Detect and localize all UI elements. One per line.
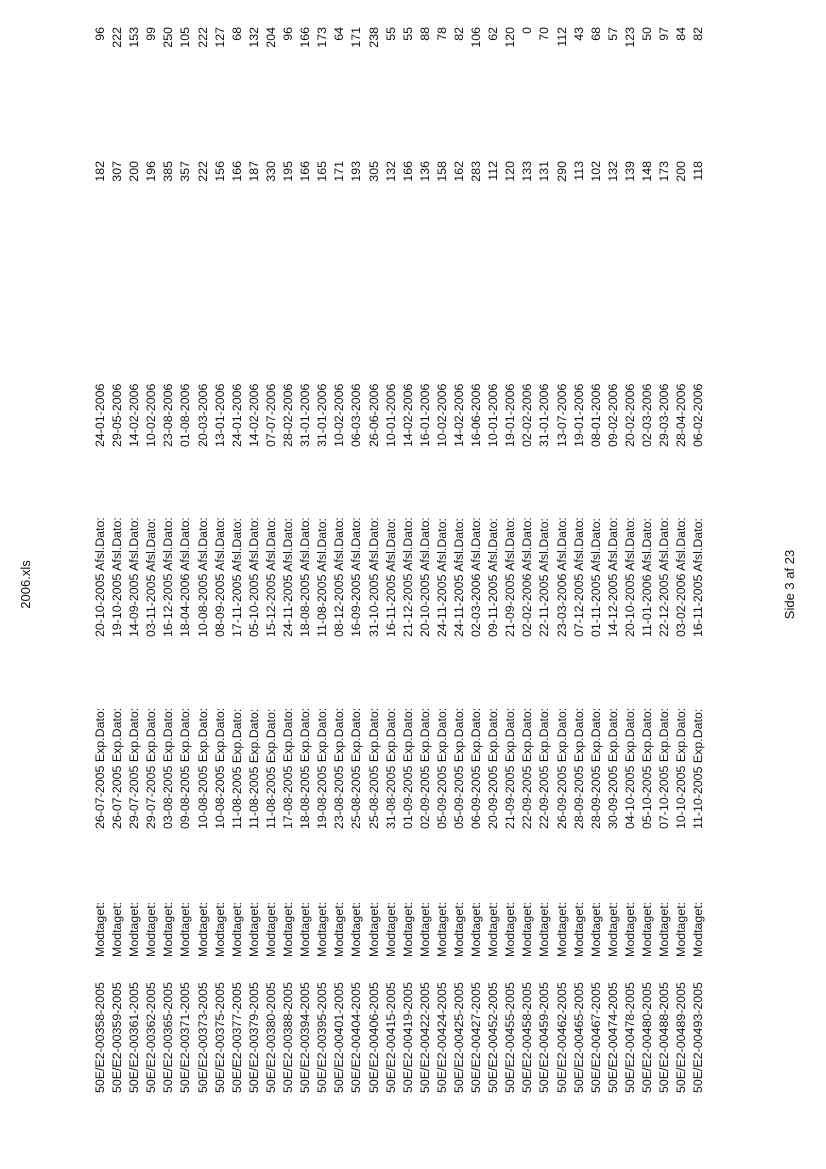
table-row (246, 0, 263, 1169)
record-id: 50E/E2-00458-2005 (520, 982, 535, 1093)
received-label: Modtaget: (622, 901, 637, 957)
closed-date-cell: 09-02-2006 (605, 383, 620, 447)
table-row (434, 0, 451, 1169)
days-total-cell: 165 (315, 161, 330, 182)
days-total-cell: 385 (161, 161, 176, 182)
exp-date-cell: 25-08-2005 Exp.Dato: (349, 707, 364, 829)
record-id: 50E/E2-00379-2005 (246, 982, 261, 1093)
closed-date-cell: 14-02-2006 (127, 383, 142, 447)
received-label: Modtaget: (657, 901, 672, 957)
afsl-date-cell: 24-11-2005 Afsl.Dato: (434, 518, 449, 637)
table-row (92, 0, 109, 1169)
exp-date-cell: 23-08-2005 Exp.Dato: (332, 707, 347, 829)
table-row (366, 0, 383, 1169)
record-id: 50E/E2-00406-2005 (366, 982, 381, 1093)
exp-date-cell: 09-08-2005 Exp.Dato: (178, 707, 193, 829)
afsl-date-cell: 21-12-2005 Afsl.Dato: (400, 517, 415, 637)
closed-date-cell: 29-03-2006 (657, 383, 672, 447)
record-id: 50E/E2-00362-2005 (144, 982, 159, 1093)
received-label: Modtaget: (349, 901, 364, 957)
table-row (519, 0, 536, 1169)
closed-date-cell: 10-02-2006 (434, 383, 449, 447)
table-row (314, 0, 331, 1169)
closed-date-cell: 08-01-2006 (588, 383, 603, 447)
received-label: Modtaget: (674, 901, 689, 957)
afsl-date-cell: 03-11-2005 Afsl.Dato: (144, 518, 159, 637)
days-remaining-cell: 62 (486, 27, 501, 41)
record-id: 50E/E2-00419-2005 (400, 982, 415, 1093)
days-total-cell: 193 (349, 161, 364, 182)
afsl-date-cell: 17-11-2005 Afsl.Dato: (229, 518, 244, 637)
record-id: 50E/E2-00377-2005 (229, 982, 244, 1093)
received-label: Modtaget: (212, 901, 227, 957)
table-row (331, 0, 348, 1169)
days-total-cell: 166 (400, 161, 415, 182)
closed-date-cell: 20-03-2006 (195, 383, 210, 447)
exp-date-cell: 10-08-2005 Exp.Dato: (212, 707, 227, 829)
table-row (468, 0, 485, 1169)
closed-date-cell: 29-05-2006 (110, 383, 125, 447)
exp-date-cell: 22-09-2005 Exp.Dato: (520, 707, 535, 829)
closed-date-cell: 01-08-2006 (178, 383, 193, 447)
page-header: 2006.xls (18, 560, 33, 609)
days-remaining-cell: 88 (417, 27, 432, 41)
days-remaining-cell: 78 (434, 27, 449, 41)
afsl-date-cell: 16-11-2005 Afsl.Dato: (691, 518, 706, 637)
closed-date-cell: 10-01-2006 (383, 383, 398, 447)
days-remaining-cell: 50 (640, 27, 654, 41)
table-row (229, 0, 246, 1169)
record-id: 50E/E2-00415-2005 (383, 982, 398, 1093)
days-total-cell: 148 (640, 161, 654, 182)
exp-date-cell: 10-08-2005 Exp.Dato: (195, 707, 210, 829)
table-row (536, 0, 553, 1169)
closed-date-cell: 19-01-2006 (503, 383, 518, 447)
table-row (554, 0, 571, 1169)
page-footer: Side 3 af 23 (782, 549, 797, 620)
table-row (502, 0, 519, 1169)
record-id: 50E/E2-00452-2005 (486, 982, 501, 1093)
exp-date-cell: 04-10-2005 Exp.Dato: (622, 707, 637, 829)
record-id: 50E/E2-00394-2005 (298, 982, 313, 1093)
table-row (690, 0, 707, 1169)
table-row (417, 0, 434, 1169)
table-row (400, 0, 417, 1169)
afsl-date-cell: 22-12-2005 Afsl.Dato: (657, 517, 672, 637)
table-row (177, 0, 194, 1169)
table-row (622, 0, 639, 1169)
days-total-cell: 290 (554, 161, 569, 182)
afsl-date-cell: 20-10-2005 Afsl.Dato: (417, 517, 432, 637)
days-total-cell: 112 (486, 161, 501, 181)
closed-date-cell: 24-01-2006 (229, 383, 244, 447)
afsl-date-cell: 08-09-2005 Afsl.Dato: (212, 517, 227, 637)
closed-date-cell: 13-01-2006 (212, 383, 227, 447)
received-label: Modtaget: (298, 901, 313, 957)
exp-date-cell: 20-09-2005 Exp.Dato: (486, 707, 501, 829)
afsl-date-cell: 20-10-2005 Afsl.Dato: (622, 517, 637, 637)
received-label: Modtaget: (571, 901, 586, 957)
table-row (160, 0, 177, 1169)
received-label: Modtaget: (161, 901, 176, 957)
table-row (673, 0, 690, 1169)
days-total-cell: 118 (691, 161, 706, 181)
table-row (263, 0, 280, 1169)
afsl-date-cell: 18-08-2005 Afsl.Dato: (298, 517, 313, 637)
days-remaining-cell: 127 (212, 27, 227, 48)
received-label: Modtaget: (486, 901, 501, 957)
days-remaining-cell: 84 (674, 27, 689, 41)
exp-date-cell: 11-08-2005 Exp.Dato: (229, 708, 244, 829)
days-remaining-cell: 153 (127, 27, 142, 48)
days-total-cell: 158 (434, 161, 449, 182)
days-total-cell: 131 (537, 161, 552, 182)
received-label: Modtaget: (281, 901, 296, 957)
exp-date-cell: 22-09-2005 Exp.Dato: (537, 707, 552, 829)
table-row (485, 0, 502, 1169)
days-remaining-cell: 70 (537, 27, 552, 41)
days-total-cell: 200 (674, 161, 689, 182)
record-id: 50E/E2-00361-2005 (127, 982, 142, 1093)
afsl-date-cell: 14-09-2005 Afsl.Dato: (127, 517, 142, 637)
days-total-cell: 139 (622, 161, 637, 182)
days-remaining-cell: 238 (366, 27, 381, 48)
exp-date-cell: 18-08-2005 Exp.Dato: (298, 707, 313, 829)
table-row (195, 0, 212, 1169)
days-total-cell: 133 (520, 161, 535, 182)
afsl-date-cell: 11-01-2006 Afsl.Dato: (640, 518, 654, 637)
closed-date-cell: 14-02-2006 (451, 383, 466, 447)
table-row (126, 0, 143, 1169)
days-remaining-cell: 68 (588, 27, 603, 41)
days-remaining-cell: 0 (520, 27, 535, 34)
afsl-date-cell: 16-12-2005 Afsl.Dato: (161, 517, 176, 637)
record-id: 50E/E2-00401-2005 (332, 982, 347, 1093)
days-remaining-cell: 64 (332, 27, 347, 41)
table-row (109, 0, 126, 1169)
afsl-date-cell: 31-10-2005 Afsl.Dato: (366, 517, 381, 637)
received-label: Modtaget: (366, 901, 381, 957)
record-id: 50E/E2-00404-2005 (349, 982, 364, 1093)
exp-date-cell: 29-07-2005 Exp.Dato: (127, 707, 142, 829)
days-total-cell: 222 (195, 161, 210, 182)
received-label: Modtaget: (263, 901, 278, 957)
exp-date-cell: 03-08-2005 Exp.Dato: (161, 707, 176, 829)
received-label: Modtaget: (383, 901, 398, 957)
days-remaining-cell: 106 (469, 27, 484, 48)
afsl-date-cell: 18-04-2006 Afsl.Dato: (178, 517, 193, 637)
afsl-date-cell: 19-10-2005 Afsl.Dato: (110, 517, 125, 637)
days-total-cell: 182 (93, 161, 107, 182)
record-id: 50E/E2-00474-2005 (605, 982, 620, 1093)
days-remaining-cell: 123 (622, 27, 637, 48)
received-label: Modtaget: (400, 901, 415, 957)
record-id: 50E/E2-00455-2005 (503, 982, 518, 1093)
afsl-date-cell: 15-12-2005 Afsl.Dato: (263, 517, 278, 637)
record-id: 50E/E2-00467-2005 (588, 982, 603, 1093)
days-remaining-cell: 57 (605, 27, 620, 41)
records-table (92, 0, 707, 1169)
exp-date-cell: 21-09-2005 Exp.Dato: (503, 707, 518, 829)
received-label: Modtaget: (691, 901, 706, 957)
record-id: 50E/E2-00459-2005 (537, 982, 552, 1093)
record-id: 50E/E2-00422-2005 (417, 982, 432, 1093)
exp-date-cell: 05-09-2005 Exp.Dato: (434, 707, 449, 829)
afsl-date-cell: 07-12-2005 Afsl.Dato: (571, 517, 586, 637)
exp-date-cell: 11-08-2005 Exp.Dato: (263, 708, 278, 829)
table-row (348, 0, 365, 1169)
days-total-cell: 200 (127, 161, 142, 182)
received-label: Modtaget: (332, 901, 347, 957)
table-row (605, 0, 622, 1169)
received-label: Modtaget: (640, 901, 654, 957)
exp-date-cell: 31-08-2005 Exp.Dato: (383, 707, 398, 829)
days-total-cell: 357 (178, 161, 193, 182)
days-remaining-cell: 105 (178, 27, 193, 48)
received-label: Modtaget: (315, 901, 330, 957)
days-total-cell: 102 (588, 161, 603, 182)
exp-date-cell: 28-09-2005 Exp.Dato: (588, 707, 603, 829)
closed-date-cell: 14-02-2006 (400, 383, 415, 447)
table-row (383, 0, 400, 1169)
days-remaining-cell: 132 (246, 27, 261, 48)
days-remaining-cell: 55 (400, 27, 415, 41)
days-total-cell: 307 (110, 161, 125, 182)
received-label: Modtaget: (554, 901, 569, 957)
table-row (143, 0, 160, 1169)
afsl-date-cell: 03-02-2006 Afsl.Dato: (674, 517, 689, 637)
closed-date-cell: 13-07-2006 (554, 383, 569, 447)
days-total-cell: 113 (571, 161, 586, 181)
afsl-date-cell: 08-12-2005 Afsl.Dato: (332, 517, 347, 637)
days-total-cell: 166 (298, 161, 313, 182)
closed-date-cell: 31-01-2006 (315, 383, 330, 447)
exp-date-cell: 19-08-2005 Exp.Dato: (315, 707, 330, 829)
received-label: Modtaget: (451, 901, 466, 957)
closed-date-cell: 24-01-2006 (93, 383, 107, 447)
received-label: Modtaget: (469, 901, 484, 957)
record-id: 50E/E2-00395-2005 (315, 982, 330, 1093)
exp-date-cell: 26-07-2005 Exp.Dato: (93, 707, 107, 829)
days-total-cell: 196 (144, 161, 159, 182)
closed-date-cell: 10-01-2006 (486, 383, 501, 447)
received-label: Modtaget: (605, 901, 620, 957)
received-label: Modtaget: (417, 901, 432, 957)
received-label: Modtaget: (246, 901, 261, 957)
days-remaining-cell: 171 (349, 27, 364, 48)
closed-date-cell: 28-02-2006 (281, 383, 296, 447)
closed-date-cell: 02-03-2006 (640, 383, 654, 447)
table-row (571, 0, 588, 1169)
exp-date-cell: 26-07-2005 Exp.Dato: (110, 707, 125, 829)
afsl-date-cell: 24-11-2005 Afsl.Dato: (281, 518, 296, 637)
days-total-cell: 305 (366, 161, 381, 182)
record-id: 50E/E2-00462-2005 (554, 982, 569, 1093)
days-remaining-cell: 120 (503, 27, 518, 48)
days-remaining-cell: 96 (281, 27, 296, 41)
received-label: Modtaget: (195, 901, 210, 957)
closed-date-cell: 07-07-2006 (263, 383, 278, 447)
record-id: 50E/E2-00424-2005 (434, 982, 449, 1093)
afsl-date-cell: 23-03-2006 Afsl.Dato: (554, 517, 569, 637)
exp-date-cell: 11-08-2005 Exp.Dato: (246, 708, 261, 829)
days-total-cell: 173 (657, 161, 672, 182)
table-row (212, 0, 229, 1169)
days-remaining-cell: 222 (110, 27, 125, 48)
exp-date-cell: 26-09-2005 Exp.Dato: (554, 707, 569, 829)
closed-date-cell: 06-03-2006 (349, 383, 364, 447)
record-id: 50E/E2-00465-2005 (571, 982, 586, 1093)
afsl-date-cell: 02-02-2006 Afsl.Dato: (520, 517, 535, 637)
record-id: 50E/E2-00489-2005 (674, 982, 689, 1093)
closed-date-cell: 14-02-2006 (246, 383, 261, 447)
days-remaining-cell: 112 (554, 27, 569, 47)
received-label: Modtaget: (144, 901, 159, 957)
afsl-date-cell: 09-11-2005 Afsl.Dato: (486, 518, 501, 637)
afsl-date-cell: 05-10-2005 Afsl.Dato: (246, 517, 261, 637)
exp-date-cell: 30-09-2005 Exp.Dato: (605, 707, 620, 829)
record-id: 50E/E2-00488-2005 (657, 982, 672, 1093)
received-label: Modtaget: (537, 901, 552, 957)
days-remaining-cell: 82 (691, 27, 706, 41)
table-row (297, 0, 314, 1169)
exp-date-cell: 07-10-2005 Exp.Dato: (657, 707, 672, 829)
days-remaining-cell: 166 (298, 27, 313, 48)
days-remaining-cell: 173 (315, 27, 330, 48)
exp-date-cell: 05-10-2005 Exp.Dato: (640, 707, 654, 829)
exp-date-cell: 29-07-2005 Exp.Dato: (144, 707, 159, 829)
table-row (451, 0, 468, 1169)
afsl-date-cell: 16-09-2005 Afsl.Dato: (349, 517, 364, 637)
days-total-cell: 136 (417, 161, 432, 182)
exp-date-cell: 25-08-2005 Exp.Dato: (366, 707, 381, 829)
days-total-cell: 195 (281, 161, 296, 182)
record-id: 50E/E2-00358-2005 (93, 982, 107, 1093)
days-remaining-cell: 68 (229, 27, 244, 41)
closed-date-cell: 16-06-2006 (469, 383, 484, 447)
days-total-cell: 283 (469, 161, 484, 182)
days-remaining-cell: 222 (195, 27, 210, 48)
exp-date-cell: 10-10-2005 Exp.Dato: (674, 707, 689, 829)
exp-date-cell: 02-09-2005 Exp.Dato: (417, 707, 432, 829)
days-total-cell: 171 (332, 161, 347, 182)
afsl-date-cell: 20-10-2005 Afsl.Dato: (93, 517, 107, 637)
exp-date-cell: 05-09-2005 Exp.Dato: (451, 707, 466, 829)
record-id: 50E/E2-00480-2005 (640, 982, 654, 1093)
days-total-cell: 132 (383, 161, 398, 182)
record-id: 50E/E2-00425-2005 (451, 982, 466, 1093)
days-total-cell: 162 (451, 161, 466, 182)
days-remaining-cell: 204 (263, 27, 278, 48)
received-label: Modtaget: (110, 901, 125, 957)
record-id: 50E/E2-00371-2005 (178, 982, 193, 1093)
table-row (280, 0, 297, 1169)
closed-date-cell: 20-02-2006 (622, 383, 637, 447)
days-total-cell: 156 (212, 161, 227, 182)
record-id: 50E/E2-00365-2005 (161, 982, 176, 1093)
days-total-cell: 132 (605, 161, 620, 182)
exp-date-cell: 01-09-2005 Exp.Dato: (400, 707, 415, 829)
record-id: 50E/E2-00380-2005 (263, 982, 278, 1093)
afsl-date-cell: 01-11-2005 Afsl.Dato: (588, 518, 603, 637)
afsl-date-cell: 10-08-2005 Afsl.Dato: (195, 517, 210, 637)
closed-date-cell: 10-02-2006 (332, 383, 347, 447)
afsl-date-cell: 22-11-2005 Afsl.Dato: (537, 518, 552, 637)
days-remaining-cell: 82 (451, 27, 466, 41)
closed-date-cell: 02-02-2006 (520, 383, 535, 447)
received-label: Modtaget: (588, 901, 603, 957)
record-id: 50E/E2-00373-2005 (195, 982, 210, 1093)
received-label: Modtaget: (93, 901, 107, 957)
received-label: Modtaget: (178, 901, 193, 957)
received-label: Modtaget: (127, 901, 142, 957)
days-total-cell: 330 (263, 161, 278, 182)
exp-date-cell: 06-09-2005 Exp.Dato: (469, 707, 484, 829)
record-id: 50E/E2-00478-2005 (622, 982, 637, 1093)
afsl-date-cell: 21-09-2005 Afsl.Dato: (503, 517, 518, 637)
record-id: 50E/E2-00375-2005 (212, 982, 227, 1093)
record-id: 50E/E2-00388-2005 (281, 982, 296, 1093)
afsl-date-cell: 24-11-2005 Afsl.Dato: (451, 518, 466, 637)
closed-date-cell: 16-01-2006 (417, 383, 432, 447)
closed-date-cell: 19-01-2006 (571, 383, 586, 447)
afsl-date-cell: 02-03-2006 Afsl.Dato: (469, 517, 484, 637)
closed-date-cell: 10-02-2006 (144, 383, 159, 447)
received-label: Modtaget: (503, 901, 518, 957)
table-row (588, 0, 605, 1169)
record-id: 50E/E2-00359-2005 (110, 982, 125, 1093)
days-total-cell: 187 (246, 161, 261, 182)
afsl-date-cell: 16-11-2005 Afsl.Dato: (383, 518, 398, 637)
received-label: Modtaget: (229, 901, 244, 957)
afsl-date-cell: 14-12-2005 Afsl.Dato: (605, 517, 620, 637)
days-total-cell: 120 (503, 161, 518, 182)
record-id: 50E/E2-00427-2005 (469, 982, 484, 1093)
days-total-cell: 166 (229, 161, 244, 182)
closed-date-cell: 23-08-2006 (161, 383, 176, 447)
afsl-date-cell: 11-08-2005 Afsl.Dato: (315, 518, 330, 637)
exp-date-cell: 11-10-2005 Exp.Dato: (691, 708, 706, 829)
record-id: 50E/E2-00493-2005 (691, 982, 706, 1093)
closed-date-cell: 31-01-2006 (537, 383, 552, 447)
exp-date-cell: 17-08-2005 Exp.Dato: (281, 707, 296, 829)
table-row (656, 0, 673, 1169)
received-label: Modtaget: (520, 901, 535, 957)
received-label: Modtaget: (434, 901, 449, 957)
days-remaining-cell: 96 (93, 27, 107, 41)
days-remaining-cell: 43 (571, 27, 586, 41)
closed-date-cell: 28-04-2006 (674, 383, 689, 447)
closed-date-cell: 31-01-2006 (298, 383, 313, 447)
days-remaining-cell: 250 (161, 27, 176, 48)
closed-date-cell: 06-02-2006 (691, 383, 706, 447)
closed-date-cell: 26-06-2006 (366, 383, 381, 447)
days-remaining-cell: 97 (657, 27, 672, 41)
exp-date-cell: 28-09-2005 Exp.Dato: (571, 707, 586, 829)
days-remaining-cell: 55 (383, 27, 398, 41)
table-row (639, 0, 656, 1169)
days-remaining-cell: 99 (144, 27, 159, 41)
